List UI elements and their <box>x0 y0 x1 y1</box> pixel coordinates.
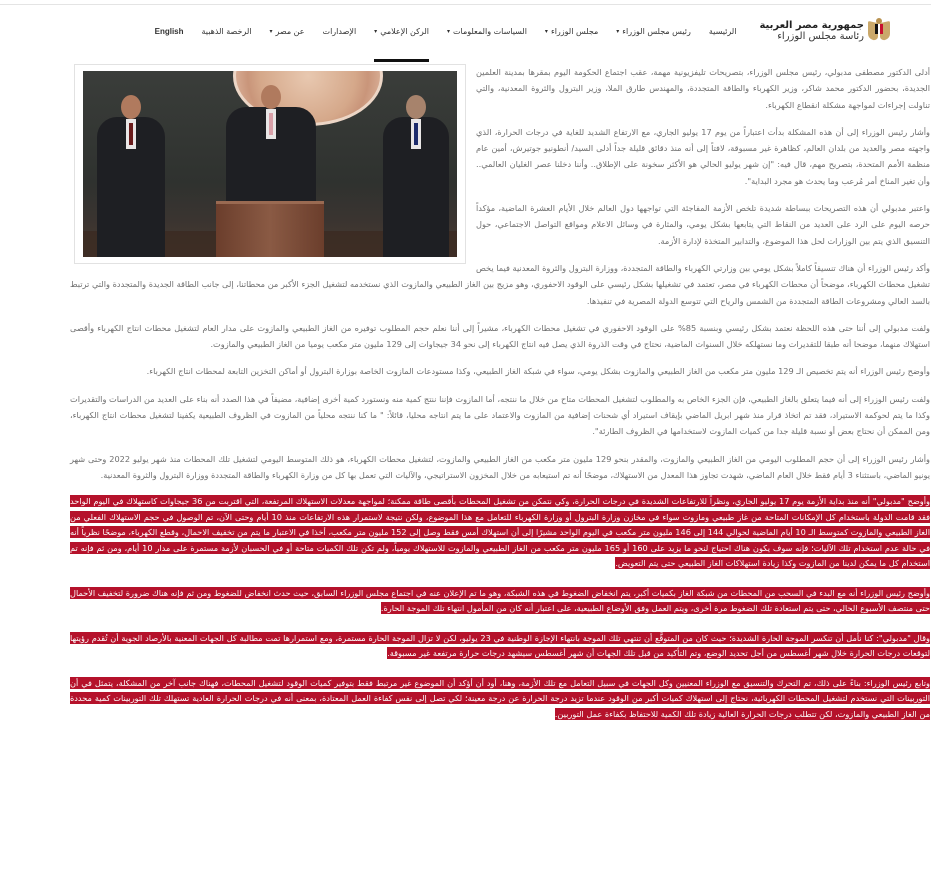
highlighted-text: وأوضح رئيس الوزراء أنه مع البدء في السحب من المحطات من شبكة الغاز بكميات أكبر، يتم انخفاض الضغوط في هذه الشبكة، وهو ما تم الإعلان عنه في اجتماع مجلس الوزراء السابق، حيث حدث انخفاض للضغوط ومن ثم فإنه هناك ضرورة لتخفيف الأحمال حتى منتصف الأسبوع الحالي، حتى يتم استعادة تلك الضغوط مرة أخرى، ويتم العمل وفق الأوضاع الطبيعية، على اعتبار أنه كان من المأمول انتهاء تلك الموجة الحارة. <box>70 587 930 614</box>
site-header <box>140 14 890 48</box>
nav-label: الإصدارات <box>322 26 357 36</box>
logo-title: جمهورية مصر العربية <box>759 20 864 31</box>
article-body <box>70 64 930 736</box>
top-divider <box>0 4 931 5</box>
nav-label: السياسات والمعلومات <box>453 26 527 36</box>
caret-down-icon: ▾ <box>616 27 620 35</box>
nav-label: English <box>154 26 184 36</box>
article-paragraph: ولفت مدبولي إلى أننا حتى هذه اللحظة نعتمد بشكل رئيسي وبنسبة 85% على الوقود الاحفوري في تشغيل محطات الكهرباء، مشيراً إلى أننا نعلم حجم المطلوب توفيره من الغاز الطبيعي والمازوت على مدار العام لتشغيل محطات انتاج الكهرباء وأقصى استهلاك منهما، موضحا أنه طبقا للتقديرات وما نستهلكه خلال السنوات الماضية، نحتاج في وقت الذروة الذي يصل فيه انتاج الكهرباء إلى نحو 34 جيجاوات إلى 129 مليون متر مكعب يوميا من الغاز الطبيعي والمازوت. <box>70 322 930 350</box>
highlighted-text: وتابع رئيس الوزراء: بناءً على ذلك، تم التحرك والتنسيق مع الوزراء المعنيين وكل الجهات في سبيل التعامل مع تلك الأزمة، وهنا، أود أن أؤكد أن الموضوع غير مرتبط فقط بتوفير كميات الوقود لتشغيل المحطات، فهناك جانب آخر من المشكلة، يتمثل في أن التوربينات التي نستخدم لتشغيل المحطات الكهربائية، نحتاج إلى استهلاك كميات أكبر من الوقود عندما تزيد درجة الحرارة عن درجة معينة؛ لكي تصل إلى نفس كفاءة العمل المعتادة، بمعنى أنه في درجات الحرارة العادية تستهلك تلك التوربينات كمية محددة من الغاز الطبيعي والمازوت، لكن تتطلب درجات الحرارة العالية زيادة تلك الكمية للاحتفاظ بكفاءة عمل التوربين. <box>70 677 930 719</box>
nav-media-corner[interactable] <box>365 27 438 36</box>
article-image-frame <box>74 64 466 264</box>
nav-label: رئيس مجلس الوزراء <box>622 26 691 36</box>
site-logo[interactable] <box>759 18 890 44</box>
caret-down-icon: ▾ <box>374 27 378 35</box>
person-left <box>97 117 165 257</box>
podium <box>216 201 324 257</box>
highlighted-paragraph <box>70 676 930 723</box>
nav-golden-license[interactable] <box>193 27 261 36</box>
article-paragraph: وأشار رئيس الوزراء إلى أن حجم المطلوب اليومي من الغاز الطبيعي والمازوت، والمقدر بنحو 129 مليون متر مكعب من الغاز الطبيعي والمازوت، لتشغيل محطات الكهرباء، هو ذلك المتوسط اليومي لتشغيل تلك المحطات منذ شهر يوليو 2022 وحتى شهر يونيو الماضي، باستثناء 3 أيام فقط خلال العام الماضي، شهدت تجاوز هذا المعدل من الاستهلاك، موضحًا أنه تم استيعابه من خلال المخزون الاستراتيجي، والآليات التي تعمل بها كل من وزارة الكهرباء والطاقة المتجددة ووزارة البترول والثروة المعدنية. <box>70 453 930 480</box>
article-paragraph: وأشار رئيس الوزراء إلى أن هذه المشكلة بدأت اعتباراً من يوم 17 يوليو الجاري، مع الارتفاع الشديد للغاية في درجات الحرارة، الذي واجهته مصر والعديد من بلدان العالم، كظاهرة غير مسبوقة، لافتاً إلى أنه منذ دقائق قليلة جداً أدلى السيد/ أنطونيو جوتيرش، أمين عام منظمة الأمم المتحدة، بتصريح مهم، قال فيه: "إن شهر يوليو الحالي هو الأكثر سخونة على الإطلاق.. وأننا دخلنا عصر الغليان العالمي.. وأن تغير المناخ أمر مُرعب وما يحدث هو مجرد البداية". <box>476 126 930 186</box>
nav-policies-information[interactable] <box>438 27 536 36</box>
egypt-eagle-emblem-icon <box>868 18 890 44</box>
nav-label: عن مصر <box>275 26 305 36</box>
article-photo[interactable] <box>83 71 457 257</box>
caret-down-icon: ▾ <box>544 27 548 35</box>
article-paragraph: وأوضح رئيس الوزراء أنه يتم تخصيص الـ 129 مليون متر مكعب من الغاز الطبيعي والمازوت بشكل يومي، سواء في شبكة الغاز الطبيعي، وكذا مستودعات المازوت الخاصة بوزارة البترول أو أماكن التخزين التابعة لمحطات انتاج الكهرباء. <box>146 366 930 377</box>
highlighted-text: وأوضح "مدبولي" أنه منذ بداية الأزمة يوم 17 يوليو الجاري، ونظراً للارتفاعات الشديدة في درجات الحرارة، وكي نتمكن من تشغيل المحطات بأقصى طاقة ممكنة؛ لمواجهة معدلات الاستهلاك المرتفعة، التي اقتربت من 36 جيجاوات كاستهلاك في اليوم الواحد فقد قامت الدولة باستخدام كل الإمكانات المتاحة من غاز طبيعي ومازوت سواء في مخازن وزارة البترول أو وزارة الكهرباء للتعامل مع هذا الموضوع، ولكن نتيجة لاستمرار هذه الارتفاعات منذ 10 أيام وحتى الآن، تم الوصول في حجم الاستهلاك الفعلي من الغاز الطبيعي والمازوت كمتوسط الـ 10 أيام الماضية لحوالي 144 إلى 146 مليون متر مكعب في اليوم الواحد مشيرًا إلى أن استهلاك أمس فقط وصل إلى 152 مليون متر مكعب، أخذا في الاعتبار ما يتم من تخفيف الاحمال، وقطع الكهرباء، موضحًا نظرياً أنه في حالة عدم استخدام تلك الآليات؛ فإنه سوف يكون هناك احتياج لنحو ما يزيد على 160 أو 165 مليون متر مكعب من الغاز الطبيعي والمازوت للاستهلاك يومياً، ولم تكن تلك الكميات متاحة أو في الحسبان لأزمة مستمرة على مدار 10 أيام، ومن ثم فإنه تم استخدام كل ما يمكن لدينا من المازوت وكذا زيادة استهلاكات الغاز الطبيعي حتى يتم التعويض. <box>70 496 931 569</box>
nav-prime-minister[interactable] <box>607 27 700 36</box>
nav-publications[interactable] <box>314 27 366 36</box>
highlighted-paragraph <box>70 494 930 572</box>
nav-english[interactable] <box>146 27 193 36</box>
highlighted-paragraph <box>70 586 930 617</box>
main-nav <box>146 27 746 36</box>
article-paragraph: ولفت رئيس الوزراء إلى أنه فيما يتعلق بالغاز الطبيعي، فإن الجزء الخاص به والمطلوب لتشغيل المحطات متاح من خلال ما ننتجه، أما المازوت فإننا ننتج كمية منه ونستورد كمية أخرى إضافية، مضيفاً في هذا الصدد أنه بناء على العديد من الدراسات والتقديرات وكذا ما يتم لحوكمة الاستيراد، فقد تم اتخاذ قرار منذ شهر ابريل الماضي بإيقاف استيراد أي شحنات إضافية من المازوت والاعتماد على ما يتم انتاجه محليا، قائلاً: " ما كنا ننتجه محلياً من المازوت في الظروف الطبيعية يكفينا لتشغيل محطات انتاج الكهرباء، ومن الممكن أن نحتاج بعض أو نسبة قليلة جدا من كميات المازوت لاستخدامها في الظروف الطارئة". <box>70 393 930 437</box>
nav-label: الرئيسية <box>708 26 737 36</box>
person-right <box>383 117 449 257</box>
highlighted-text: وقال "مدبولي": كنا نأمل أن تنكسر الموجة الحارة الشديدة؛ حيث كان من المتوقَّع أن تنتهي تلك الموجة بانتهاء الإجازة الوطنية في 23 يوليو، لكن لا تزال الموجة الحارة مستمرة، ومع استمرارها تمت مطالبة كل الجهات المعنية بالأرصاد الجوية أن تُقدم رؤيتها لتوقعات درجات الحرارة خلال شهر أغسطس من أجل تحديد الوضع، وتم التأكيد من قبل تلك الجهات أن شهر أغسطس سيشهد درجات حرارة مرتفعة غير مسبوقة. <box>70 632 930 659</box>
logo-subtitle: رئاسة مجلس الوزراء <box>777 31 864 42</box>
nav-label: الرخصة الذهبية <box>201 26 252 36</box>
nav-label: الركن الإعلامي <box>380 26 429 36</box>
article-paragraph: واعتبر مدبولي أن هذه التصريحات ببساطة شديدة تلخص الأزمة المفاجئة التي تواجهها دول العالم خلال الأيام العشرة الماضية، مؤكداً حرصه اليوم على الرد على العديد من النقاط التي يتابعها بشكل يومي، والمثارة في وسائل الاعلام ومواقع التواصل الاجتماعي، حول التنسيق الذي يتم بين الوزارات لحل هذا الموضوع، والتدابير المتخذة لإدارة الأزمة. <box>476 203 930 246</box>
nav-about-egypt[interactable] <box>260 27 313 36</box>
highlighted-paragraph <box>70 631 930 662</box>
caret-down-icon: ▾ <box>269 27 273 35</box>
article-paragraph: أدلى الدكتور مصطفى مدبولي، رئيس مجلس الوزراء، بتصريحات تليفزيونية مهمة، عقب اجتماع الحكومة اليوم بمقرها بمدينة العلمين الجديدة، بحضور الدكتور محمد شاكر، وزير الكهرباء والطاقة المتجددة، والمهندس طارق الملا، وزير البترول والثروة المعدنية، والتي تناولت إجراءات لمواجهة مشكلة انقطاع الكهرباء. <box>476 67 930 110</box>
nav-home[interactable] <box>700 27 746 36</box>
nav-label: مجلس الوزراء <box>550 26 599 36</box>
nav-cabinet[interactable] <box>536 27 607 36</box>
article-paragraph: وأكد رئيس الوزراء أن هناك تنسيقاً كاملاً بشكل يومي بين وزارتي الكهرباء والطاقة المتجددة، ووزارة البترول والثروة المعدنية فيما يخص تشغيل محطات الكهرباء، موضحاً أن محطات الكهرباء في مصر، تعتمد في تشغيلها بشكل رئيسي على الوقود الاحفوري، وهو مزيج بين الغاز الطبيعي والمازوت الذي نستخدمه لتشغيل الجزء الأكبر من محطاتنا، إلى جانب الطاقة الجديدة والمتجددة والتي ترتبط بالسد العالي ومشروعات الطاقة المتجددة من الشمس والرياح التي تتوسع الدولة المصرية في تنفيذها. <box>70 262 930 306</box>
caret-down-icon: ▾ <box>447 27 451 35</box>
